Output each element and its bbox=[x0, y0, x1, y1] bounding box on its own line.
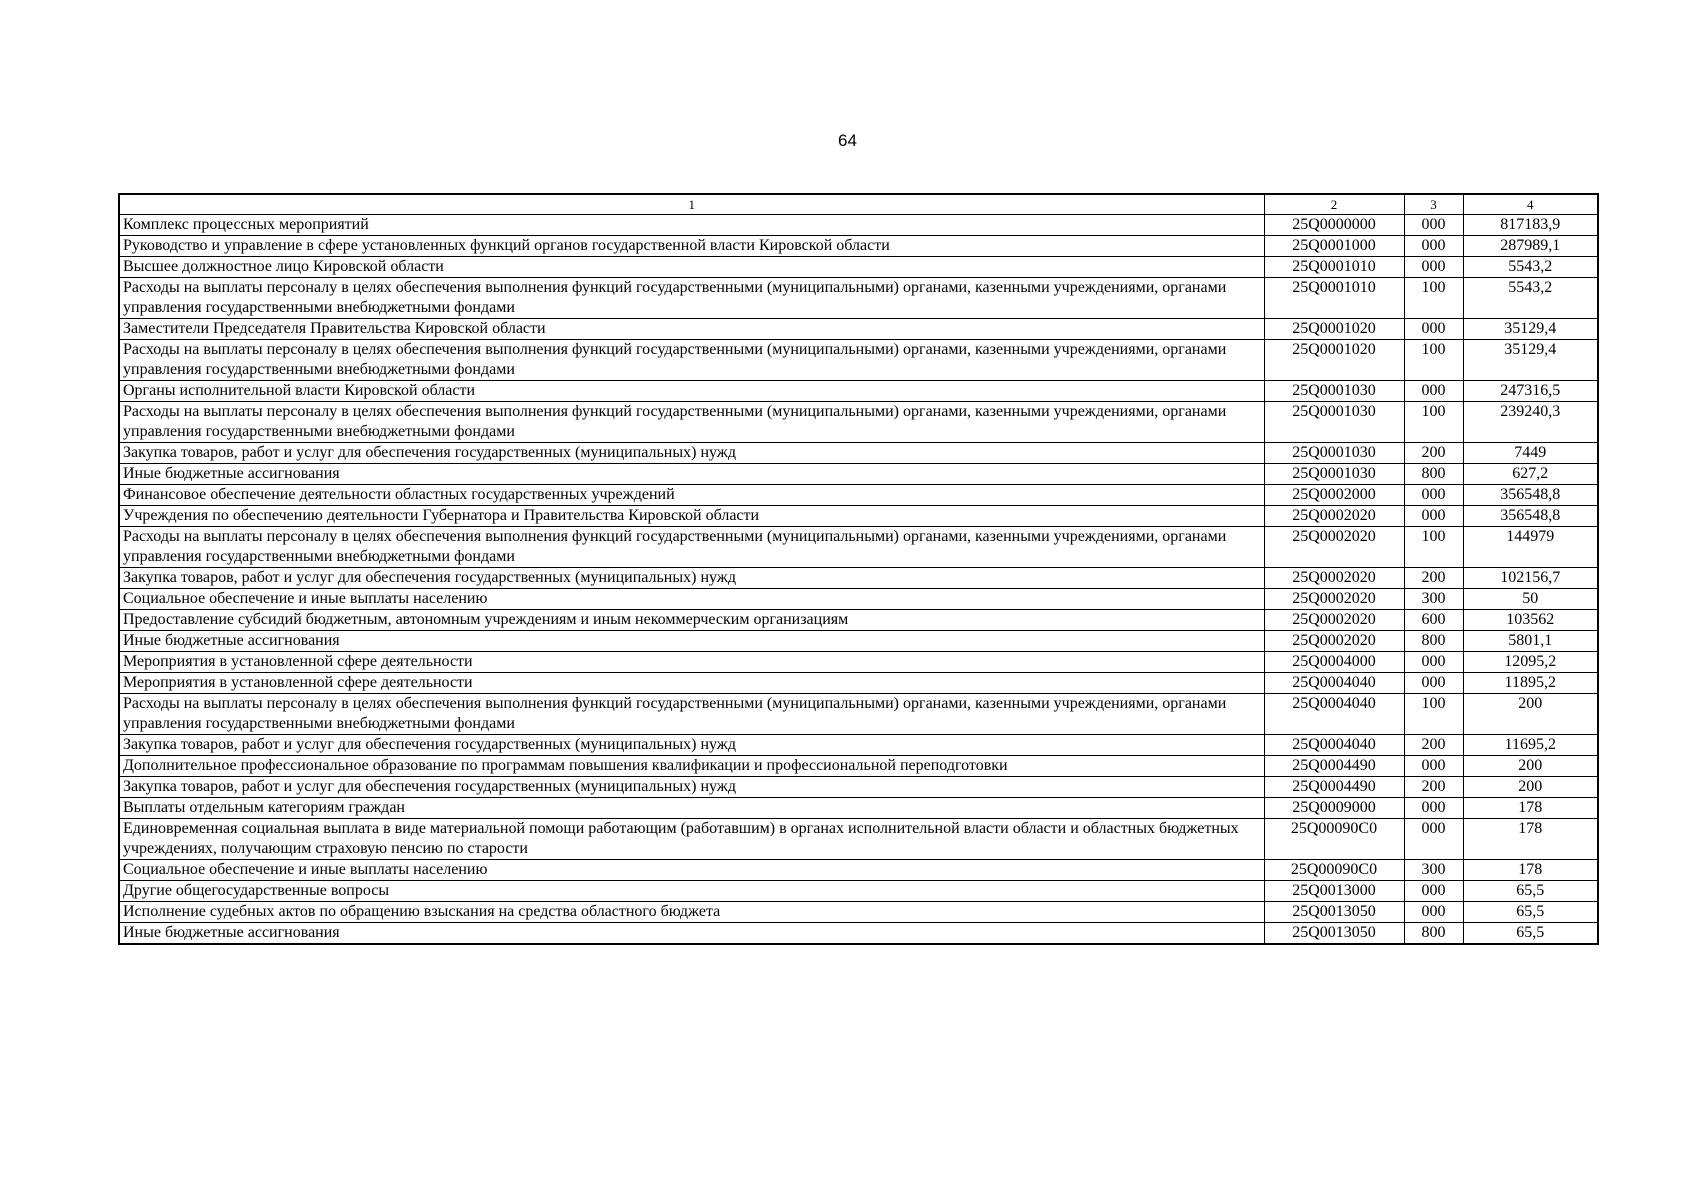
page-number: 64 bbox=[838, 131, 857, 150]
row-code-cell: 25Q0001030 bbox=[1264, 464, 1404, 485]
row-code-cell: 25Q0001010 bbox=[1264, 257, 1404, 278]
row-sum-cell: 65,5 bbox=[1463, 902, 1598, 923]
row-sum-cell: 287989,1 bbox=[1463, 236, 1598, 257]
row-code-cell: 25Q0002020 bbox=[1264, 527, 1404, 568]
table-row bbox=[119, 881, 1598, 902]
row-name-cell: Учреждения по обеспечению деятельности Губернатора и Правительства Кировской области bbox=[119, 506, 1264, 527]
table-row bbox=[119, 340, 1598, 381]
row-sum-cell: 178 bbox=[1463, 860, 1598, 881]
row-name-cell: Иные бюджетные ассигнования bbox=[119, 464, 1264, 485]
table-header-row bbox=[119, 194, 1598, 215]
row-type-cell: 000 bbox=[1404, 819, 1463, 860]
row-sum-cell: 35129,4 bbox=[1463, 319, 1598, 340]
row-sum-cell: 817183,9 bbox=[1463, 215, 1598, 236]
table-row bbox=[119, 381, 1598, 402]
row-sum-cell: 50 bbox=[1463, 589, 1598, 610]
row-name-cell: Единовременная социальная выплата в виде материальной помощи работающим (работавшим) в органах исполнительной власти области и областных бюджетных учреждениях, получающим страховую пенсию по старости bbox=[119, 819, 1264, 860]
row-type-cell: 200 bbox=[1404, 735, 1463, 756]
row-code-cell: 25Q0004040 bbox=[1264, 694, 1404, 735]
row-type-cell: 200 bbox=[1404, 777, 1463, 798]
row-type-cell: 800 bbox=[1404, 631, 1463, 652]
table-row bbox=[119, 568, 1598, 589]
row-name-cell: Мероприятия в установленной сфере деятельности bbox=[119, 652, 1264, 673]
row-code-cell: 25Q0004490 bbox=[1264, 777, 1404, 798]
table-row bbox=[119, 798, 1598, 819]
row-sum-cell: 200 bbox=[1463, 756, 1598, 777]
row-name-cell: Финансовое обеспечение деятельности областных государственных учреждений bbox=[119, 485, 1264, 506]
row-type-cell: 000 bbox=[1404, 257, 1463, 278]
table-row bbox=[119, 819, 1598, 860]
row-sum-cell: 12095,2 bbox=[1463, 652, 1598, 673]
row-sum-cell: 356548,8 bbox=[1463, 485, 1598, 506]
row-type-cell: 800 bbox=[1404, 464, 1463, 485]
row-name-cell: Закупка товаров, работ и услуг для обеспечения государственных (муниципальных) нужд bbox=[119, 568, 1264, 589]
row-type-cell: 600 bbox=[1404, 610, 1463, 631]
row-type-cell: 800 bbox=[1404, 923, 1463, 945]
header-cell-4: 4 bbox=[1463, 194, 1598, 215]
row-code-cell: 25Q0000000 bbox=[1264, 215, 1404, 236]
row-type-cell: 300 bbox=[1404, 860, 1463, 881]
row-sum-cell: 35129,4 bbox=[1463, 340, 1598, 381]
table-row bbox=[119, 631, 1598, 652]
row-name-cell: Закупка товаров, работ и услуг для обеспечения государственных (муниципальных) нужд bbox=[119, 443, 1264, 464]
row-code-cell: 25Q0004040 bbox=[1264, 735, 1404, 756]
row-type-cell: 300 bbox=[1404, 589, 1463, 610]
row-code-cell: 25Q0004040 bbox=[1264, 673, 1404, 694]
row-name-cell: Другие общегосударственные вопросы bbox=[119, 881, 1264, 902]
row-type-cell: 000 bbox=[1404, 236, 1463, 257]
table-row bbox=[119, 756, 1598, 777]
row-type-cell: 000 bbox=[1404, 902, 1463, 923]
row-type-cell: 200 bbox=[1404, 568, 1463, 589]
row-name-cell: Социальное обеспечение и иные выплаты населению bbox=[119, 589, 1264, 610]
row-type-cell: 100 bbox=[1404, 278, 1463, 319]
row-name-cell: Иные бюджетные ассигнования bbox=[119, 631, 1264, 652]
row-type-cell: 000 bbox=[1404, 485, 1463, 506]
row-name-cell: Исполнение судебных актов по обращению взыскания на средства областного бюджета bbox=[119, 902, 1264, 923]
row-name-cell: Руководство и управление в сфере установленных функций органов государственной власти Кировской области bbox=[119, 236, 1264, 257]
row-name-cell: Высшее должностное лицо Кировской области bbox=[119, 257, 1264, 278]
row-type-cell: 100 bbox=[1404, 402, 1463, 443]
row-code-cell: 25Q0002000 bbox=[1264, 485, 1404, 506]
row-code-cell: 25Q0013050 bbox=[1264, 923, 1404, 945]
table-row bbox=[119, 589, 1598, 610]
row-code-cell: 25Q0002020 bbox=[1264, 506, 1404, 527]
row-name-cell: Предоставление субсидий бюджетным, автономным учреждениям и иным некоммерческим организациям bbox=[119, 610, 1264, 631]
row-type-cell: 000 bbox=[1404, 381, 1463, 402]
row-name-cell: Выплаты отдельным категориям граждан bbox=[119, 798, 1264, 819]
row-type-cell: 000 bbox=[1404, 798, 1463, 819]
row-name-cell: Расходы на выплаты персоналу в целях обеспечения выполнения функций государственными (муниципальными) органами, казенными учреждениями, органами управления государственными внебюджетными фондами bbox=[119, 278, 1264, 319]
table-row bbox=[119, 278, 1598, 319]
table-row bbox=[119, 610, 1598, 631]
table-row bbox=[119, 923, 1598, 945]
row-sum-cell: 5543,2 bbox=[1463, 278, 1598, 319]
row-code-cell: 25Q0002020 bbox=[1264, 610, 1404, 631]
row-sum-cell: 65,5 bbox=[1463, 881, 1598, 902]
row-type-cell: 000 bbox=[1404, 756, 1463, 777]
row-sum-cell: 144979 bbox=[1463, 527, 1598, 568]
row-type-cell: 000 bbox=[1404, 215, 1463, 236]
row-sum-cell: 7449 bbox=[1463, 443, 1598, 464]
row-code-cell: 25Q0001010 bbox=[1264, 278, 1404, 319]
row-sum-cell: 102156,7 bbox=[1463, 568, 1598, 589]
row-code-cell: 25Q0004490 bbox=[1264, 756, 1404, 777]
table-row bbox=[119, 777, 1598, 798]
row-sum-cell: 11895,2 bbox=[1463, 673, 1598, 694]
row-sum-cell: 178 bbox=[1463, 798, 1598, 819]
row-name-cell: Иные бюджетные ассигнования bbox=[119, 923, 1264, 945]
row-code-cell: 25Q0004000 bbox=[1264, 652, 1404, 673]
table-row bbox=[119, 735, 1598, 756]
table-row bbox=[119, 236, 1598, 257]
row-code-cell: 25Q0001020 bbox=[1264, 340, 1404, 381]
row-name-cell: Социальное обеспечение и иные выплаты населению bbox=[119, 860, 1264, 881]
row-code-cell: 25Q00090C0 bbox=[1264, 860, 1404, 881]
row-name-cell: Расходы на выплаты персоналу в целях обеспечения выполнения функций государственными (муниципальными) органами, казенными учреждениями, органами управления государственными внебюджетными фондами bbox=[119, 402, 1264, 443]
row-sum-cell: 5801,1 bbox=[1463, 631, 1598, 652]
row-name-cell: Мероприятия в установленной сфере деятельности bbox=[119, 673, 1264, 694]
table-row bbox=[119, 860, 1598, 881]
row-type-cell: 000 bbox=[1404, 319, 1463, 340]
row-sum-cell: 11695,2 bbox=[1463, 735, 1598, 756]
row-sum-cell: 65,5 bbox=[1463, 923, 1598, 945]
table-row bbox=[119, 506, 1598, 527]
row-type-cell: 200 bbox=[1404, 443, 1463, 464]
row-code-cell: 25Q0002020 bbox=[1264, 568, 1404, 589]
row-code-cell: 25Q0001020 bbox=[1264, 319, 1404, 340]
row-sum-cell: 5543,2 bbox=[1463, 257, 1598, 278]
table-row bbox=[119, 464, 1598, 485]
row-type-cell: 100 bbox=[1404, 694, 1463, 735]
table-row bbox=[119, 402, 1598, 443]
row-sum-cell: 103562 bbox=[1463, 610, 1598, 631]
table-row bbox=[119, 215, 1598, 236]
row-code-cell: 25Q0009000 bbox=[1264, 798, 1404, 819]
row-sum-cell: 178 bbox=[1463, 819, 1598, 860]
row-code-cell: 25Q0002020 bbox=[1264, 589, 1404, 610]
table-row bbox=[119, 673, 1598, 694]
row-sum-cell: 200 bbox=[1463, 777, 1598, 798]
table-row bbox=[119, 257, 1598, 278]
row-code-cell: 25Q0001000 bbox=[1264, 236, 1404, 257]
row-type-cell: 000 bbox=[1404, 673, 1463, 694]
table-row bbox=[119, 902, 1598, 923]
row-name-cell: Закупка товаров, работ и услуг для обеспечения государственных (муниципальных) нужд bbox=[119, 777, 1264, 798]
row-code-cell: 25Q00090C0 bbox=[1264, 819, 1404, 860]
row-sum-cell: 239240,3 bbox=[1463, 402, 1598, 443]
row-code-cell: 25Q0013050 bbox=[1264, 902, 1404, 923]
row-sum-cell: 200 bbox=[1463, 694, 1598, 735]
row-type-cell: 000 bbox=[1404, 881, 1463, 902]
row-name-cell: Дополнительное профессиональное образование по программам повышения квалификации и профессиональной переподготовки bbox=[119, 756, 1264, 777]
table-row bbox=[119, 527, 1598, 568]
row-name-cell: Расходы на выплаты персоналу в целях обеспечения выполнения функций государственными (муниципальными) органами, казенными учреждениями, органами управления государственными внебюджетными фондами bbox=[119, 340, 1264, 381]
row-type-cell: 000 bbox=[1404, 506, 1463, 527]
row-name-cell: Органы исполнительной власти Кировской области bbox=[119, 381, 1264, 402]
row-code-cell: 25Q0001030 bbox=[1264, 443, 1404, 464]
row-code-cell: 25Q0002020 bbox=[1264, 631, 1404, 652]
row-sum-cell: 356548,8 bbox=[1463, 506, 1598, 527]
table-row bbox=[119, 485, 1598, 506]
table-row bbox=[119, 694, 1598, 735]
row-name-cell: Расходы на выплаты персоналу в целях обеспечения выполнения функций государственными (муниципальными) органами, казенными учреждениями, органами управления государственными внебюджетными фондами bbox=[119, 694, 1264, 735]
row-type-cell: 100 bbox=[1404, 340, 1463, 381]
budget-table bbox=[118, 193, 1599, 945]
header-cell-1: 1 bbox=[119, 194, 1264, 215]
row-name-cell: Расходы на выплаты персоналу в целях обеспечения выполнения функций государственными (муниципальными) органами, казенными учреждениями, органами управления государственными внебюджетными фондами bbox=[119, 527, 1264, 568]
row-type-cell: 100 bbox=[1404, 527, 1463, 568]
row-name-cell: Комплекс процессных мероприятий bbox=[119, 215, 1264, 236]
table-row bbox=[119, 652, 1598, 673]
row-name-cell: Закупка товаров, работ и услуг для обеспечения государственных (муниципальных) нужд bbox=[119, 735, 1264, 756]
table-row bbox=[119, 319, 1598, 340]
row-code-cell: 25Q0013000 bbox=[1264, 881, 1404, 902]
header-cell-3: 3 bbox=[1404, 194, 1463, 215]
row-code-cell: 25Q0001030 bbox=[1264, 381, 1404, 402]
row-type-cell: 000 bbox=[1404, 652, 1463, 673]
header-cell-2: 2 bbox=[1264, 194, 1404, 215]
row-sum-cell: 247316,5 bbox=[1463, 381, 1598, 402]
row-code-cell: 25Q0001030 bbox=[1264, 402, 1404, 443]
row-sum-cell: 627,2 bbox=[1463, 464, 1598, 485]
table-row bbox=[119, 443, 1598, 464]
row-name-cell: Заместители Председателя Правительства Кировской области bbox=[119, 319, 1264, 340]
